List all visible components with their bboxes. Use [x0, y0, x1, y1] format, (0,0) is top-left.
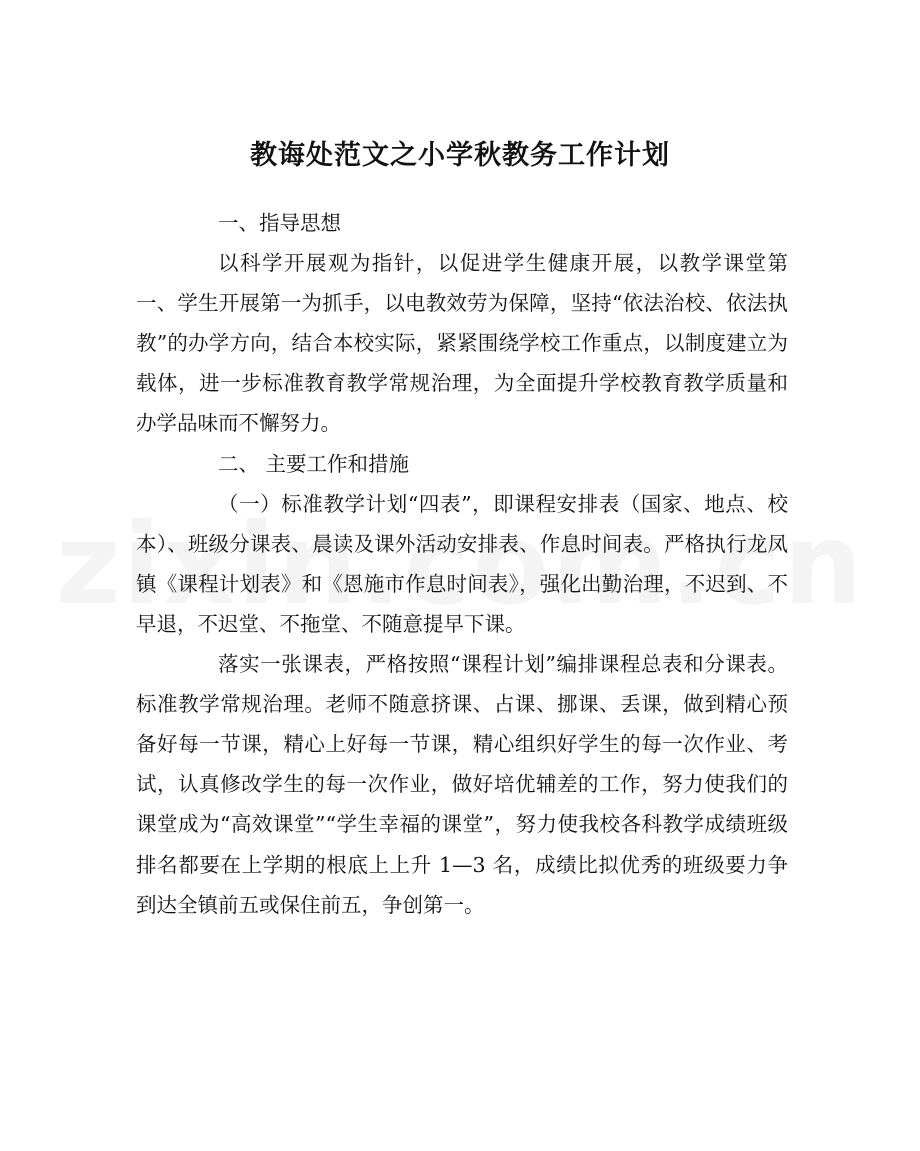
paragraph-guiding-thought: 以科学开展观为指针，以促进学生健康开展，以教学课堂第一、学生开展第一为抓手，以电教效劳为保障，坚持“依法治校、依法执教”的办学方向，结合本校实际，紧紧围绕学校工作重点，以制度建立为载体，进一步标准教育教学常规治理，为全面提升学校教育教学质量和办学品味而不懈努力。 [136, 251, 788, 436]
paragraph-four-tables: （一）标准教学计划“四表”，即课程安排表（国家、地点、校本）、班级分课表、晨读及课外活动安排表、作息时间表。严格执行龙凤镇《课程计划表》和《恩施市作息时间表》，强化出勤治理，不迟到、不早退，不迟堂、不拖堂、不随意提早下课。 [136, 491, 788, 636]
section-heading-main-work: 二、 主要工作和措施 [218, 451, 410, 476]
section-heading-guiding-thought: 一、指导思想 [218, 211, 341, 235]
paragraph-class-schedule: 落实一张课表，严格按照“课程计划”编排课程总表和分课表。标准教学常规治理。老师不随意挤课、占课、挪课、丢课，做到精心预备好每一节课，精心上好每一节课，精心组织好学生的每一次作业、考试，认真修改学生的每一次作业，做好培优辅差的工作，努力使我们的课堂成为“高效课堂”“学生幸福的课堂”，努力使我校各科教学成绩班级排名都要在上学期的根底上上升 1—3 名，成绩比拟优秀的班级要力争到达全镇前五或保住前五，争创第一。 [136, 652, 788, 917]
document-title: 教诲处范文之小学秋教务工作计划 [250, 140, 670, 172]
document-body [136, 203, 788, 925]
